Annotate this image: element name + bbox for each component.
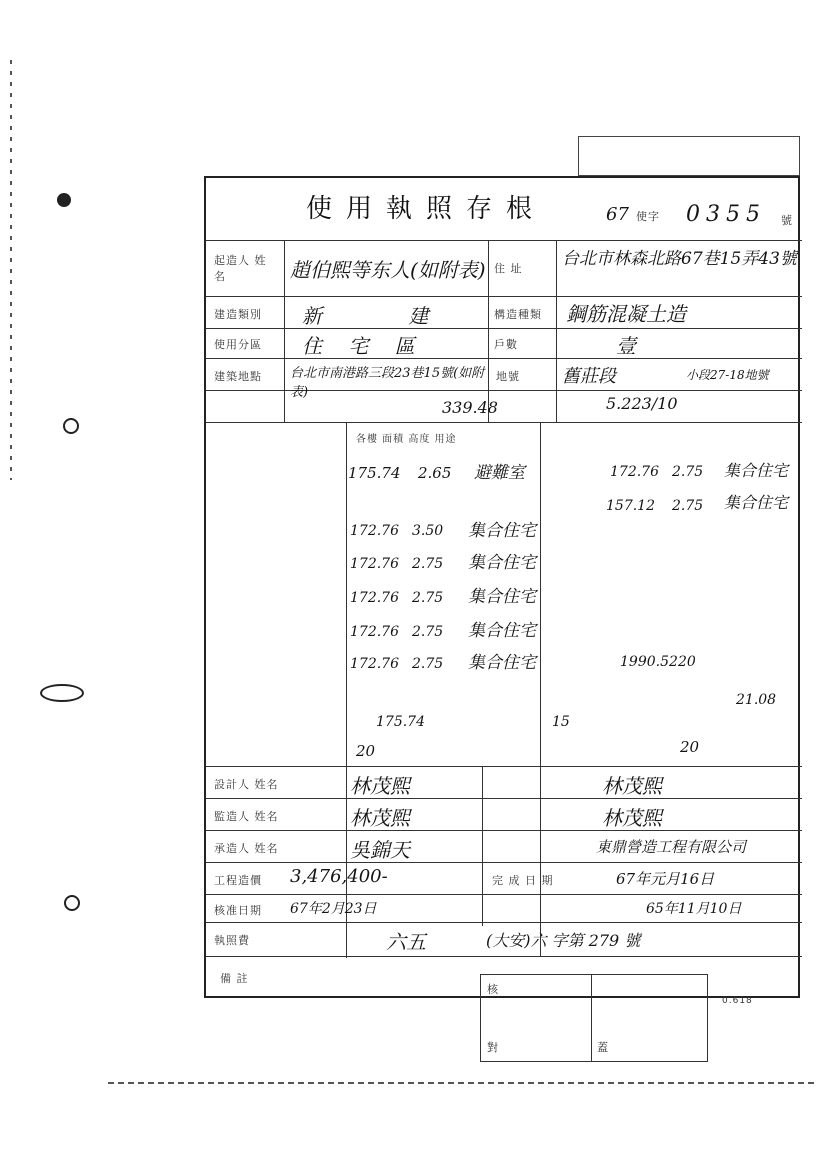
- floor-6-area: 172.76: [610, 464, 659, 480]
- structure-label: 構造種類: [494, 308, 542, 321]
- start-value: 65年11月10日: [646, 901, 742, 917]
- floor-2-area: 172.76: [350, 556, 399, 572]
- category-label: 建造類別: [214, 308, 262, 321]
- floor-5-height: 2.75: [412, 656, 444, 672]
- floor-1-use: 集合住宅: [468, 521, 536, 541]
- permit-form: [204, 176, 800, 998]
- designer-value: 林茂熙: [350, 774, 410, 798]
- floor-1-height: 3.50: [412, 523, 444, 539]
- category-value: 新 建: [302, 304, 469, 328]
- basement-height: 2.65: [418, 464, 452, 482]
- permit-number: 0355: [686, 202, 766, 227]
- floor-6-height: 2.75: [672, 464, 704, 480]
- use-label: 使用分區: [214, 338, 262, 351]
- height-value: 20: [356, 742, 376, 760]
- permit-value: 67年2月23日: [290, 901, 377, 917]
- seal-label: 蓋: [597, 1041, 609, 1054]
- binder-hole: [57, 193, 71, 207]
- floor-5-area: 172.76: [350, 656, 399, 672]
- completion-value: 67年元月16日: [616, 870, 715, 888]
- floor-4-area: 172.76: [350, 624, 399, 640]
- building-total: 175.74: [376, 714, 425, 730]
- supervisor-office: 林茂熙: [602, 806, 662, 830]
- site-area: 339.48: [442, 398, 498, 417]
- floor-2-use: 集合住宅: [468, 553, 536, 573]
- location-label: 建築地點: [214, 370, 262, 383]
- address-value: 台北市林森北路67巷15弄43號: [562, 249, 797, 269]
- total-height: 20: [678, 654, 696, 670]
- designer-office: 林茂熙: [602, 774, 662, 798]
- floor-7-area: 157.12: [606, 498, 655, 514]
- fee-label: 執照費: [214, 934, 250, 947]
- contractor-value: 吳錦天: [350, 838, 410, 862]
- floor-5-use: 集合住宅: [468, 653, 536, 673]
- floor-4-use: 集合住宅: [468, 621, 536, 641]
- location-value: 台北市南港路三段23巷15號(如附表): [290, 366, 485, 400]
- designer-label: 設計人 姓名: [214, 778, 279, 791]
- applicant-label: 起造人 姓名: [214, 254, 267, 283]
- households-value: 壹: [616, 334, 636, 358]
- floor-1-area: 172.76: [350, 523, 399, 539]
- bottom-stamp-text: 0.618: [722, 996, 753, 1006]
- floor-2-height: 2.75: [412, 556, 444, 572]
- use-value: 住 宅 區: [302, 334, 425, 358]
- binder-hole: [63, 418, 79, 434]
- structure-value: 鋼筋混凝土造: [566, 302, 686, 326]
- check-label: 對: [487, 1041, 499, 1054]
- address-label: 住 址: [494, 262, 523, 275]
- completion-label: 完 成 日 期: [492, 874, 554, 887]
- households-label: 戶數: [494, 338, 518, 351]
- outdoor-value: 15: [552, 714, 570, 730]
- parcel-value: 小段27-18地號: [686, 368, 769, 382]
- binder-hole: [40, 684, 84, 702]
- floor-area-ratio: 21.08: [736, 692, 777, 708]
- floor-3-use: 集合住宅: [468, 587, 536, 607]
- floor-4-height: 2.75: [412, 624, 444, 640]
- fee-value: 六五: [386, 930, 426, 954]
- building-height: 20: [680, 738, 700, 756]
- remarks-label: 備 註: [220, 972, 249, 985]
- contractor-label: 承造人 姓名: [214, 842, 279, 855]
- approve-label: 核: [487, 983, 499, 996]
- floor-7-height: 2.75: [672, 498, 704, 514]
- basement-use: 避難室: [474, 463, 525, 483]
- permit-label: 核准日期: [214, 904, 262, 917]
- applicant-value: 趙伯熙等东人(如附表): [290, 258, 486, 282]
- total-area: 1990.52: [620, 654, 678, 670]
- approval-box: [480, 974, 708, 1062]
- number-label: 使字: [636, 210, 660, 223]
- scan-line: [108, 1082, 818, 1084]
- section-label: 地號: [496, 370, 520, 383]
- binder-hole: [64, 895, 80, 911]
- supervisor-value: 林茂熙: [350, 806, 410, 830]
- floor-3-area: 172.76: [350, 590, 399, 606]
- contractor-firm: 東鼎營造工程有限公司: [596, 838, 747, 856]
- cost-value: 3,476,400-: [290, 866, 388, 887]
- top-stamp: [578, 136, 800, 176]
- margin-dots: [10, 60, 12, 480]
- year-prefix: 67: [606, 204, 629, 225]
- ground-area: 5.223/10: [606, 394, 678, 413]
- floor-7-use: 集合住宅: [724, 493, 789, 512]
- fee-receipt: (大安)六 字第 279 號: [486, 931, 641, 950]
- cost-label: 工程造價: [214, 874, 262, 887]
- basement-area: 175.74: [348, 464, 401, 482]
- floor-3-height: 2.75: [412, 590, 444, 606]
- floor-header: 各樓 面積 高度 用途: [356, 434, 457, 445]
- section-value: 舊莊段: [562, 366, 616, 387]
- form-title: 使用執照存根: [306, 194, 547, 224]
- number-suffix: 號: [781, 214, 793, 227]
- supervisor-label: 監造人 姓名: [214, 810, 279, 823]
- floor-6-use: 集合住宅: [724, 461, 789, 480]
